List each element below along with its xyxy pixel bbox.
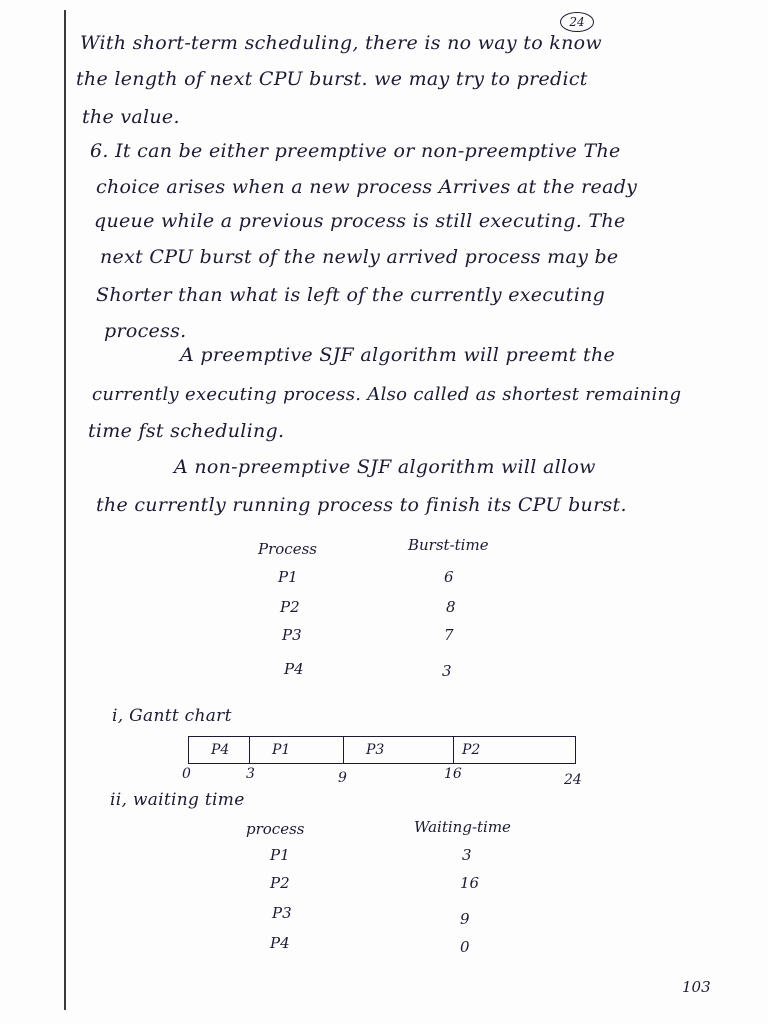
table-row: 6	[444, 568, 454, 586]
table-row: 9	[460, 910, 470, 928]
text-line: the length of next CPU burst. we may try to predict	[76, 68, 588, 90]
text-line: A preemptive SJF algorithm will preemt the	[180, 344, 616, 366]
table-row: P2	[270, 874, 290, 892]
text-line: the value.	[82, 106, 180, 128]
text-line: currently executing process. Also called as shortest remaining	[92, 384, 682, 405]
gantt-segment: P2	[462, 742, 481, 758]
waiting-header-time: Waiting-time	[414, 818, 511, 836]
gantt-segment: P1	[250, 737, 344, 763]
page-number: 103	[682, 978, 711, 996]
waiting-label: ii, waiting time	[110, 790, 245, 810]
gantt-tick: 16	[444, 766, 462, 782]
text-line: process.	[104, 320, 187, 342]
text-line: time fst scheduling.	[88, 420, 285, 442]
table-row: 0	[460, 938, 470, 956]
gantt-segment: P3	[344, 737, 454, 763]
burst-header-process: Process	[258, 540, 317, 558]
text-line: next CPU burst of the newly arrived process may be	[100, 246, 619, 268]
gantt-tick: 9	[338, 770, 347, 786]
gantt-tick: 3	[246, 766, 255, 782]
page-marker: 24	[560, 12, 594, 32]
table-row: P4	[270, 934, 290, 952]
gantt-segment: P4	[189, 737, 250, 763]
table-row: P4	[284, 660, 304, 678]
text-line: With short-term scheduling, there is no way to know	[80, 32, 602, 54]
waiting-header-process: process	[246, 820, 305, 838]
table-row: P1	[278, 568, 298, 586]
gantt-tick: 24	[564, 772, 582, 788]
text-line: A non-preemptive SJF algorithm will allow	[174, 456, 596, 478]
gantt-label: i, Gantt chart	[112, 706, 232, 726]
table-row: 8	[446, 598, 456, 616]
text-line: choice arises when a new process Arrives at the ready	[96, 176, 638, 198]
gantt-chart	[188, 736, 576, 764]
table-row: 7	[444, 626, 454, 644]
table-row: P3	[272, 904, 292, 922]
table-row: 3	[442, 662, 452, 680]
table-row: 3	[462, 846, 472, 864]
table-row: 16	[460, 874, 480, 892]
text-line: the currently running process to finish its CPU burst.	[96, 494, 627, 516]
gantt-tick: 0	[182, 766, 191, 782]
text-line: Shorter than what is left of the currently executing	[96, 284, 606, 306]
burst-header-time: Burst-time	[408, 536, 489, 554]
table-row: P1	[270, 846, 290, 864]
margin-line	[64, 10, 66, 1010]
text-line: 6. It can be either preemptive or non-preemptive The	[90, 140, 621, 162]
table-row: P2	[280, 598, 300, 616]
text-line: queue while a previous process is still executing. The	[94, 210, 626, 232]
table-row: P3	[282, 626, 302, 644]
